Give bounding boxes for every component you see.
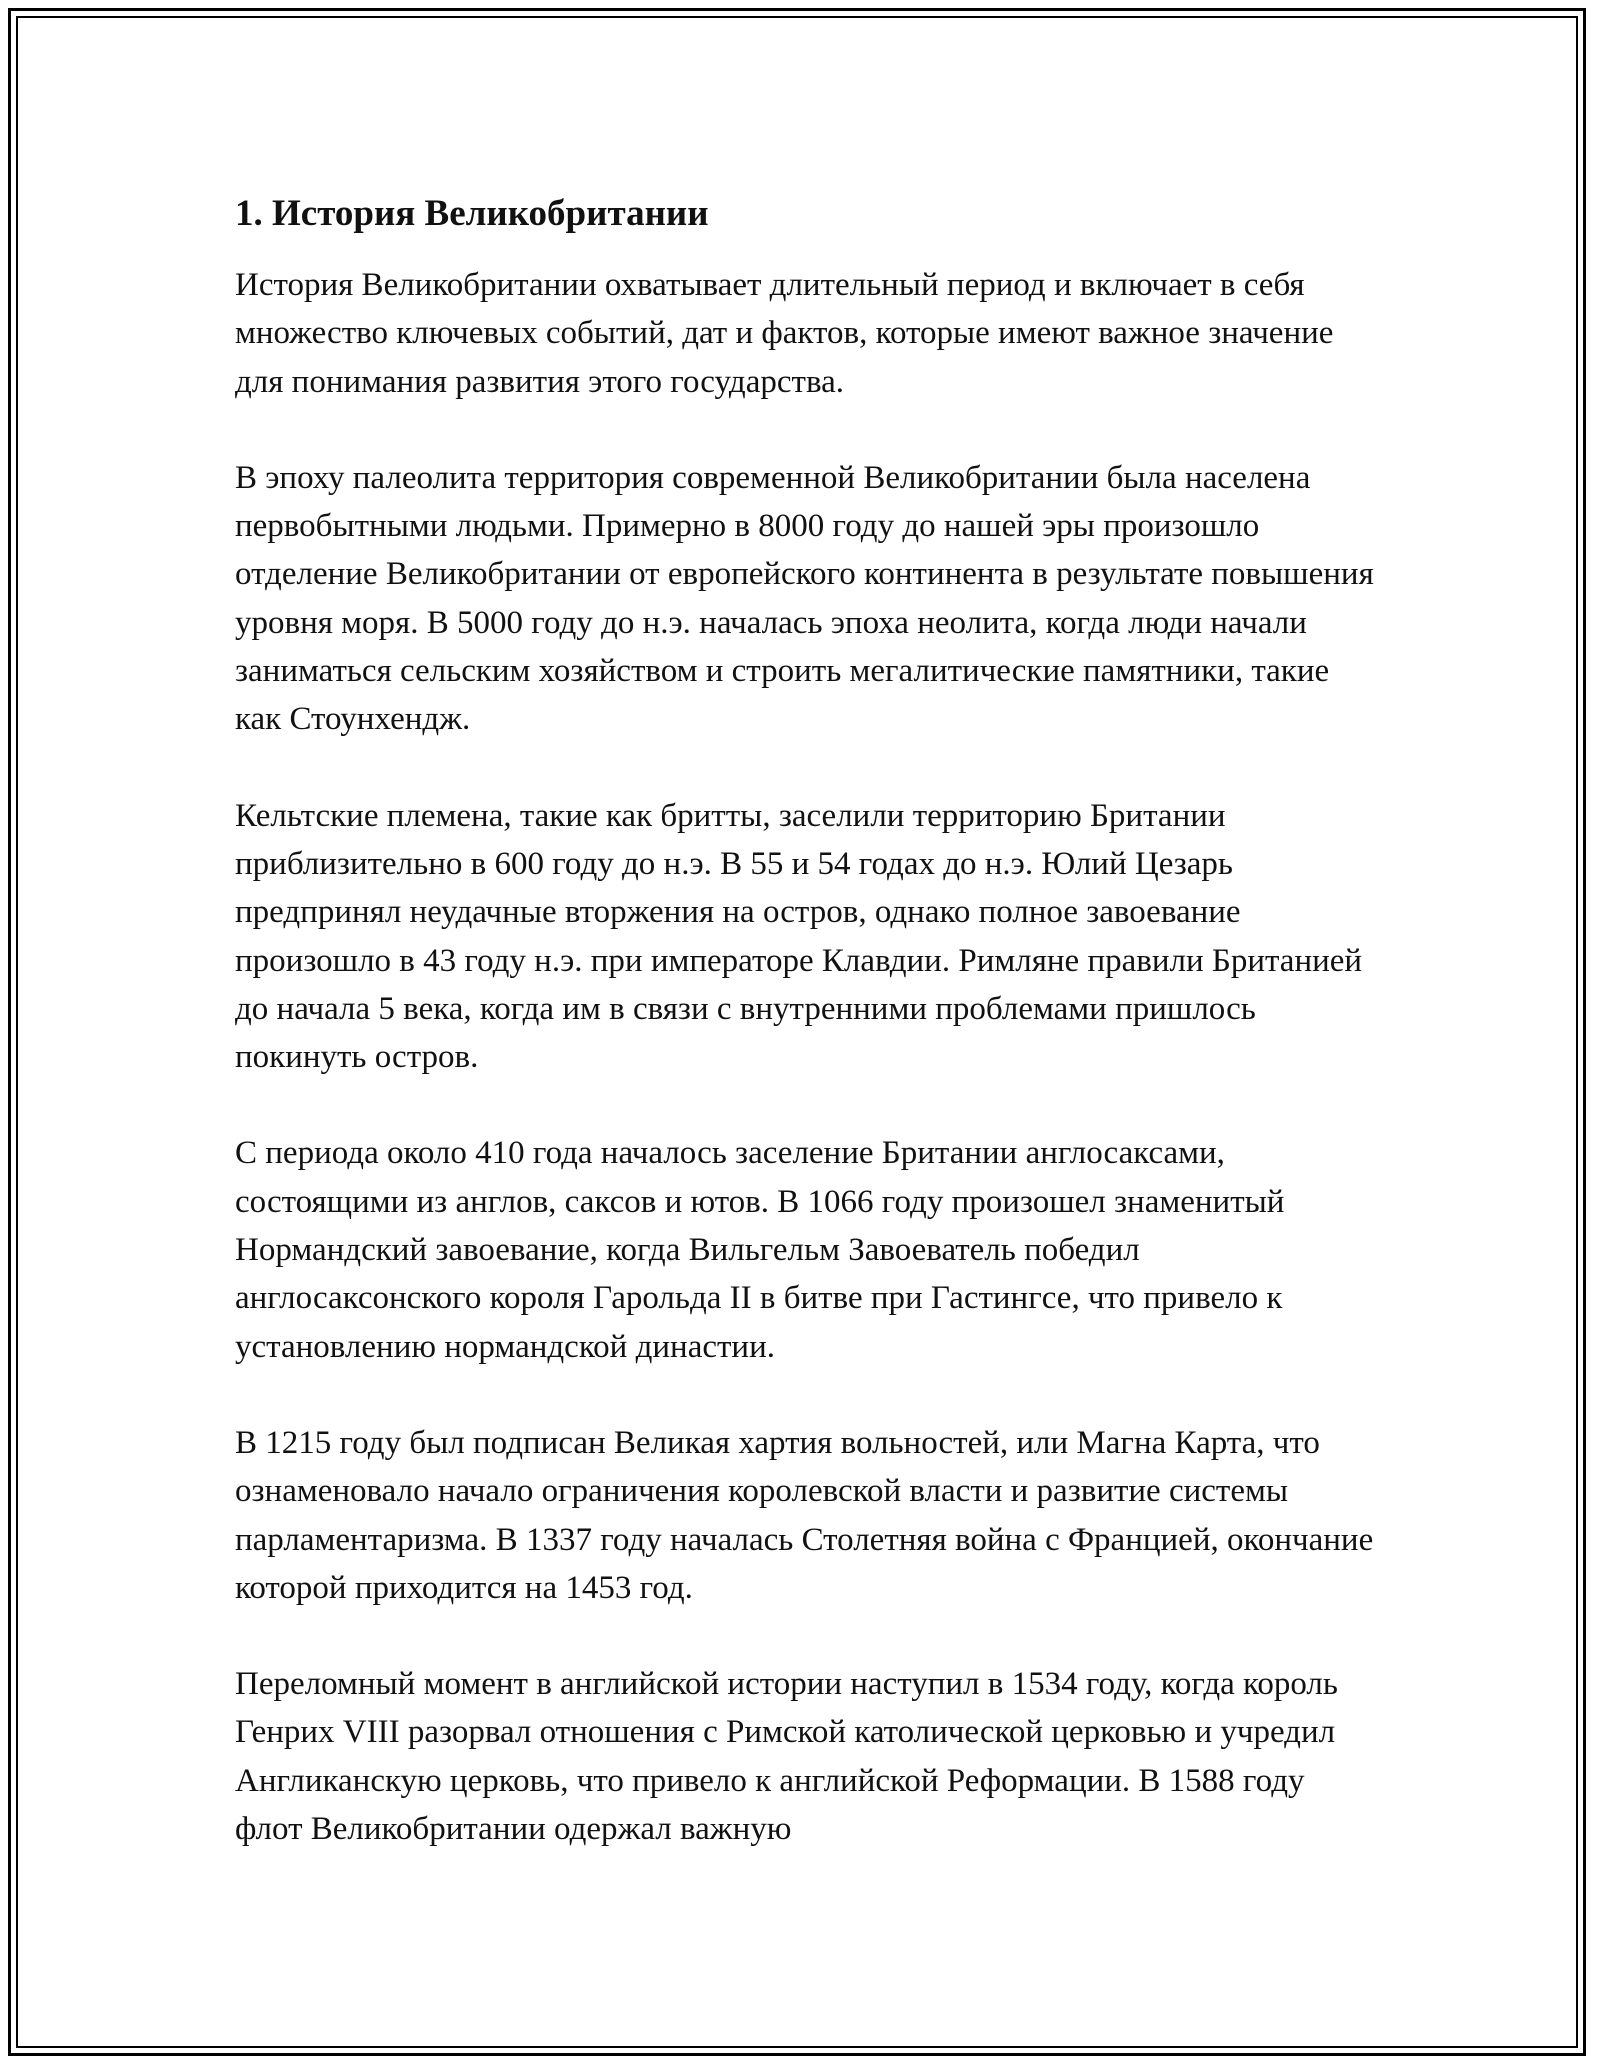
paragraph-celts-romans: Кельтские племена, такие как бритты, заселили территорию Британии приблизительно в 600 году до н.э. В 55 и 54 годах до н.э. Юлий Цезарь предпринял неудачные вторжения на остров, однако полное завоевание произошло в 43 году н.э. при императоре Клавдии. Римляне правили Британией до начала 5 века, когда им в связи с внутренними проблемами пришлось покинуть остров.: [235, 797, 1363, 1076]
paragraph-intro: История Великобритании охватывает длительный период и включает в себя множество ключевых событий, дат и фактов, которые имеют важное значение для понимания развития этого государства.: [235, 267, 1334, 400]
document-body: [235, 190, 1375, 1853]
section-heading: 1. История Великобритании: [235, 193, 709, 234]
paragraph-magna-carta: В 1215 году был подписан Великая хартия вольностей, или Магна Карта, что ознаменовало начало ограничения королевской власти и развитие системы парламентаризма. В 1337 году началась Столетняя война с Францией, окончание которой приходится на 1453 год.: [235, 1424, 1374, 1606]
paragraph-anglo-saxons: С периода около 410 года началось заселение Британии англосаксами, состоящими из англов, саксов и ютов. В 1066 году произошел знаменитый Нормандский завоевание, когда Вильгельм Завоеватель победил англосаксонского короля Гарольда II в битве при Гастингсе, что привело к установлению нормандской династии.: [235, 1135, 1285, 1365]
paragraph-paleolithic: В эпоху палеолита территория современной Великобритании была населена первобытными людьми. Примерно в 8000 году до нашей эры произошло отделение Великобритании от европейского континента в результате повышения уровня моря. В 5000 году до н.э. началась эпоха неолита, когда люди начали заниматься сельским хозяйством и строить мегалитические памятники, такие как Стоунхендж.: [235, 459, 1374, 738]
paragraph-reformation: Переломный момент в английской истории наступил в 1534 году, когда король Генрих VIII разорвал отношения с Римской католической церковью и учредил Англиканскую церковь, что привело к английской Реформации. В 1588 году флот Великобритании одержал важную: [235, 1666, 1338, 1848]
